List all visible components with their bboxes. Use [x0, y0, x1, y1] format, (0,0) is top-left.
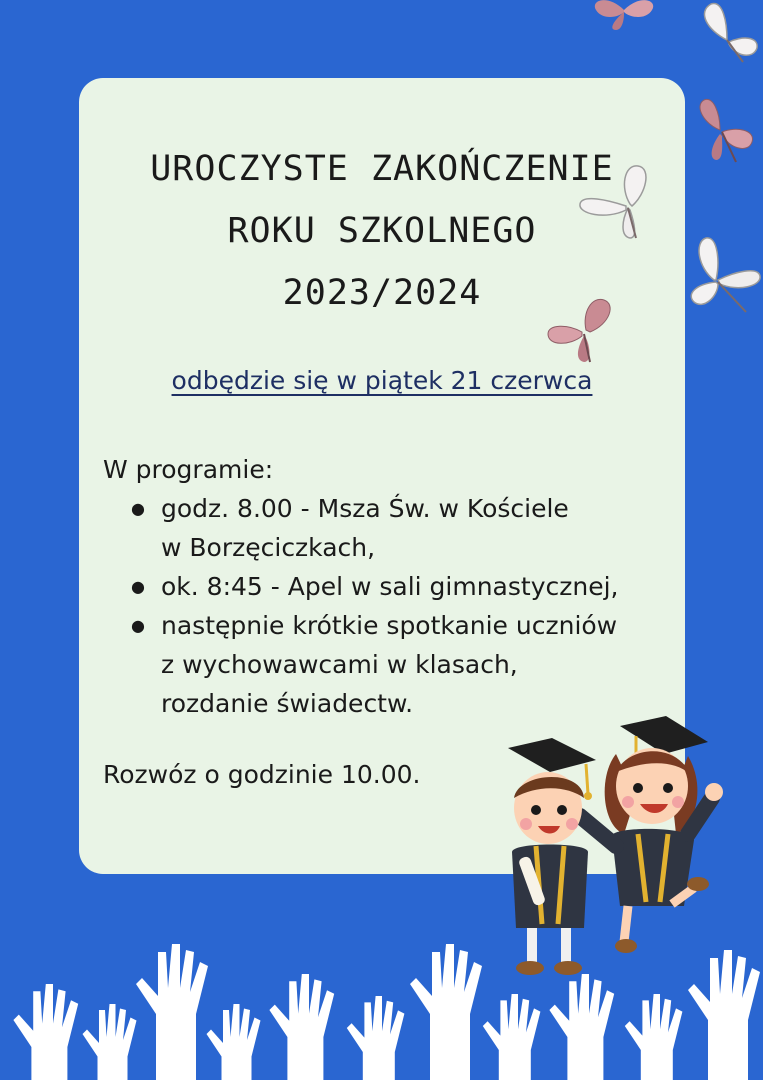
butterfly-icon [686, 232, 763, 318]
program-item-line: rozdanie świadectw. [161, 689, 414, 718]
program-item-line: ● godz. 8.00 - Msza Św. w Kościele [161, 494, 569, 523]
butterfly-icon [686, 96, 758, 168]
program-item-line: z wychowawcami w klasach, [161, 650, 518, 679]
butterfly-icon [588, 0, 660, 32]
title-line-2: ROKU SZKOLNEGO [227, 211, 537, 251]
transport-info: Rozwóz o godzinie 10.00. [103, 760, 421, 789]
program-item-line: ● następnie krótkie spotkanie uczniów [161, 611, 618, 640]
event-date: odbędzie się w piątek 21 czerwca [171, 366, 593, 395]
raised-hands-illustration [0, 930, 763, 1080]
program-item-line: ● ok. 8:45 - Apel w sali gimnastycznej, [161, 572, 619, 601]
program-list [103, 489, 673, 723]
butterfly-icon [546, 296, 618, 366]
program-section [103, 450, 673, 723]
program-item [161, 567, 673, 606]
title-line-3: 2023/2024 [282, 273, 482, 313]
program-item [161, 606, 673, 723]
program-heading: W programie: [103, 455, 274, 484]
program-item-line: w Borzęciczkach, [161, 533, 376, 562]
title-line-1: UROCZYSTE ZAKOŃCZENIE [150, 149, 614, 189]
butterfly-icon [576, 160, 662, 244]
butterfly-icon [697, 0, 763, 72]
program-item [161, 489, 673, 567]
